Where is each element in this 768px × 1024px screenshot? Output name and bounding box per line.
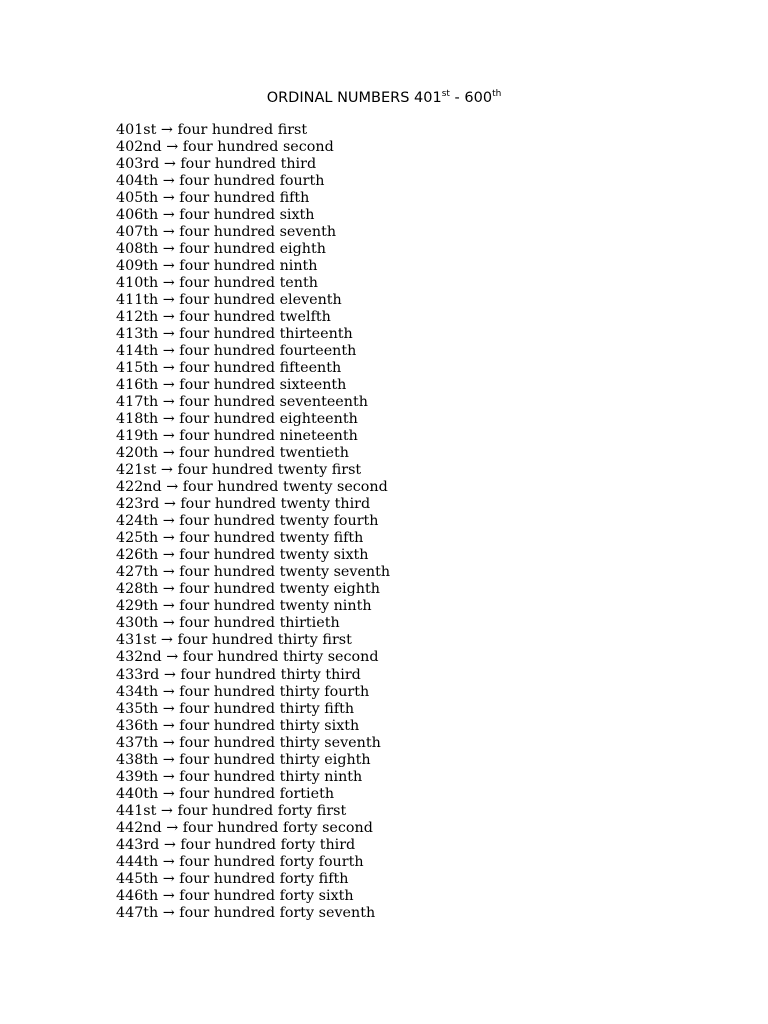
list-item: 404th → four hundred fourth [116,173,325,190]
list-item: 401st → four hundred first [116,122,308,138]
list-item: 435th → four hundred thirty fifth [116,700,355,717]
list-item: 419th → four hundred nineteenth [116,428,358,445]
list-item: 415th → four hundred fifteenth [116,360,342,377]
list-item: 427th → four hundred twenty seventh [116,564,391,581]
title-prefix: ORDINAL NUMBERS 401 [266,90,442,106]
list-item: 432nd → four hundred thirty second [116,649,379,666]
list-item: 426th → four hundred twenty sixth [116,547,369,564]
list-item: 418th → four hundred eighteenth [116,411,358,428]
list-item: 441st → four hundred forty first [116,802,347,819]
list-item: 406th → four hundred sixth [116,207,315,224]
list-item: 421st → four hundred twenty first [116,462,362,479]
list-item: 434th → four hundred thirty fourth [116,683,370,700]
list-item: 424th → four hundred twenty fourth [116,513,379,530]
list-item: 430th → four hundred thirtieth [116,615,340,632]
list-item: 417th → four hundred seventeenth [116,394,368,411]
list-item: 437th → four hundred thirty seventh [116,734,381,751]
list-item: 414th → four hundred fourteenth [116,343,357,360]
list-item: 440th → four hundred fortieth [116,785,335,802]
list-item: 423rd → four hundred twenty third [116,496,371,513]
list-item: 433rd → four hundred thirty third [116,666,361,683]
list-item: 443rd → four hundred forty third [116,836,356,853]
list-item: 422nd → four hundred twenty second [116,479,388,496]
page-title [0,88,768,108]
list-item: 402nd → four hundred second [116,139,334,156]
list-item: 410th → four hundred tenth [116,275,318,292]
list-item: 439th → four hundred thirty ninth [116,768,363,785]
list-item: 413th → four hundred thirteenth [116,326,353,343]
title-range-end: - 600 [449,90,493,106]
list-item: 407th → four hundred seventh [116,224,337,241]
list-item: 412th → four hundred twelfth [116,309,331,326]
list-item: 403rd → four hundred third [116,156,317,173]
list-item: 445th → four hundred forty fifth [116,870,349,887]
list-item: 444th → four hundred forty fourth [116,853,364,870]
list-item: 428th → four hundred twenty eighth [116,581,380,598]
list-item: 420th → four hundred twentieth [116,445,349,462]
list-item: 446th → four hundred forty sixth [116,887,354,904]
list-item: 408th → four hundred eighth [116,241,326,258]
title-superscript-start: st [441,89,450,99]
list-item: 425th → four hundred twenty fifth [116,530,364,547]
list-item: 438th → four hundred thirty eighth [116,751,371,768]
list-item: 411th → four hundred eleventh [116,292,342,309]
list-item: 436th → four hundred thirty sixth [116,717,360,734]
title-superscript-end: th [492,89,502,99]
list-item: 447th → four hundred forty seventh [116,904,376,921]
list-item: 431st → four hundred thirty first [116,632,352,649]
list-item: 405th → four hundred fifth [116,190,310,207]
list-item: 416th → four hundred sixteenth [116,377,347,394]
list-item: 409th → four hundred ninth [116,258,318,275]
ordinal-list [116,122,390,922]
list-item: 429th → four hundred twenty ninth [116,598,372,615]
list-item: 442nd → four hundred forty second [116,819,373,836]
